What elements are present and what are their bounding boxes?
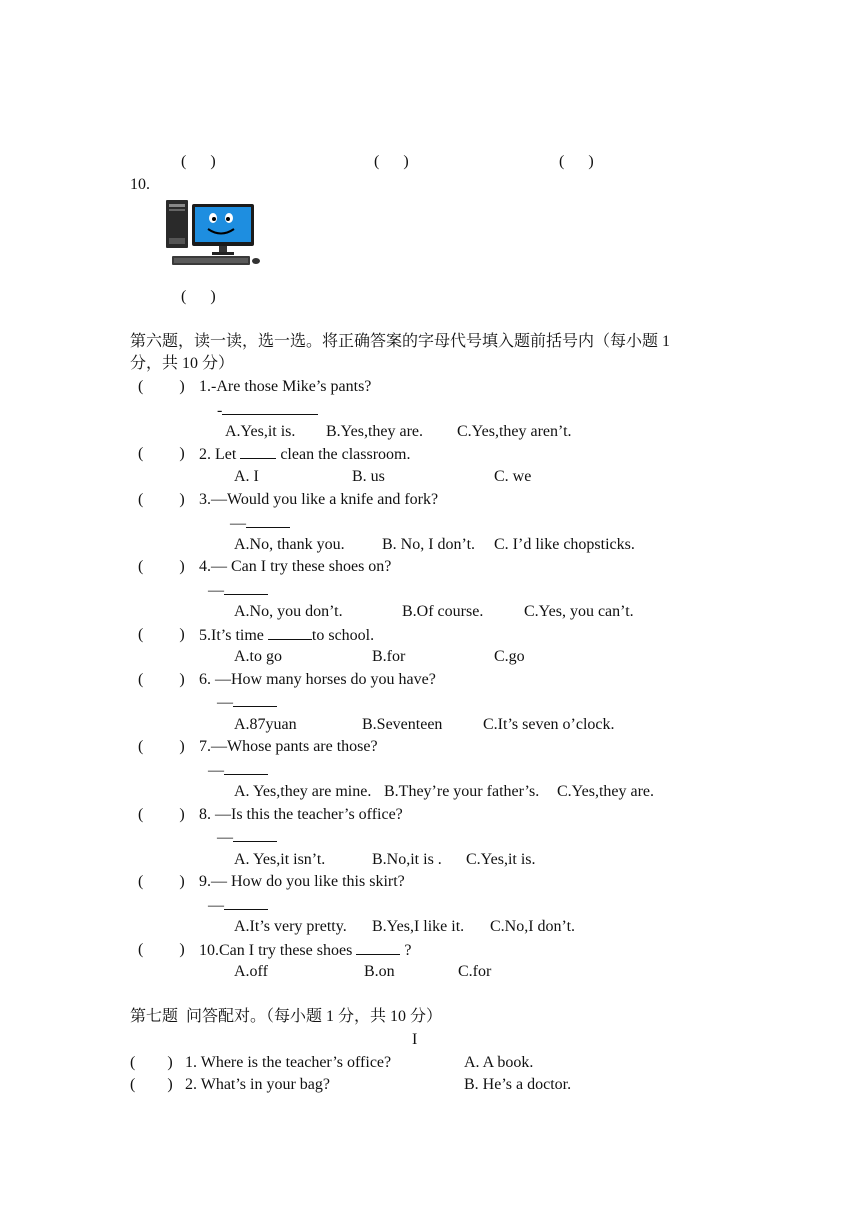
- answer-paren-1[interactable]: ( ): [181, 153, 216, 170]
- answer-paren-2[interactable]: ( ): [374, 153, 409, 170]
- q1-answer-paren[interactable]: ( ): [138, 378, 185, 395]
- q5-option-a: A.to go: [234, 648, 282, 665]
- q6-answer-paren[interactable]: ( ): [138, 671, 185, 688]
- q5-text-after: to school.: [311, 627, 375, 644]
- q10-answer-paren[interactable]: ( ): [181, 288, 216, 305]
- q1-text: 1.-Are those Mike’s pants?: [199, 378, 372, 395]
- match2-answer: B. He’s a doctor.: [464, 1076, 572, 1093]
- q9-option-a: A.It’s very pretty.: [234, 918, 347, 935]
- q8-option-c: C.Yes,it is.: [466, 851, 536, 868]
- q2-option-b: B. us: [352, 468, 385, 485]
- q7-text: 7.—Whose pants are those?: [199, 738, 378, 755]
- q10-text-before: 10.Can I try these shoes: [199, 942, 357, 959]
- q7-blank[interactable]: [224, 760, 268, 775]
- q2-text: [199, 444, 411, 465]
- q5-option-b: B.for: [372, 648, 406, 665]
- q5-text-before: 5.It’s time: [199, 627, 268, 644]
- q9-text: 9.— How do you like this skirt?: [199, 873, 405, 890]
- q10-option-a: A.off: [234, 963, 268, 980]
- match1-answer: A. A book.: [464, 1054, 534, 1071]
- q7-answer-prefix: —: [208, 762, 224, 779]
- q7-option-a: A. Yes,they are mine.: [234, 783, 372, 800]
- q3-option-c: C. I’d like chopsticks.: [494, 536, 635, 553]
- q3-blank[interactable]: [246, 513, 290, 528]
- q2-answer-paren[interactable]: ( ): [138, 445, 185, 462]
- q9-blank[interactable]: [224, 895, 268, 910]
- q6-option-a: A.87yuan: [234, 716, 297, 733]
- q3-option-b: B. No, I don’t.: [382, 536, 476, 553]
- q3-answer-paren[interactable]: ( ): [138, 491, 185, 508]
- q1-answer-prefix: -: [217, 402, 223, 419]
- section7-heading: 第七题 问答配对。（每小题 1 分，共 10 分）: [130, 1008, 443, 1025]
- q2-option-a: A. I: [234, 468, 259, 485]
- q8-option-a: A. Yes,it isn’t.: [234, 851, 326, 868]
- q2-text-before: 2. Let: [199, 446, 241, 463]
- q4-option-b: B.Of course.: [402, 603, 484, 620]
- q5-blank[interactable]: [268, 625, 312, 640]
- q8-blank[interactable]: [233, 827, 277, 842]
- q6-text: 6. —How many horses do you have?: [199, 671, 436, 688]
- q9-answer-line: [208, 895, 268, 916]
- q2-text-after: clean the classroom.: [276, 446, 411, 463]
- q3-answer-prefix: —: [230, 515, 246, 532]
- q7-answer-paren[interactable]: ( ): [138, 738, 185, 755]
- column-marker: I: [412, 1031, 418, 1048]
- q5-answer-paren[interactable]: ( ): [138, 626, 185, 643]
- q7-option-c: C.Yes,they are.: [557, 783, 655, 800]
- q8-option-b: B.No,it is .: [372, 851, 442, 868]
- q10-text-after: ?: [400, 942, 412, 959]
- answer-paren-3[interactable]: ( ): [559, 153, 594, 170]
- q5-option-c: C.go: [494, 648, 525, 665]
- q8-answer-paren[interactable]: ( ): [138, 806, 185, 823]
- q3-option-a: A.No, thank you.: [234, 536, 345, 553]
- q9-answer-prefix: —: [208, 897, 224, 914]
- q4-answer-prefix: —: [208, 582, 224, 599]
- q10-number: 10.: [130, 176, 150, 193]
- match2-question: 2. What’s in your bag?: [185, 1076, 331, 1093]
- section6-heading-line1: 第六题，读一读，选一选。将正确答案的字母代号填入题前括号内（每小题 1: [130, 333, 671, 350]
- q1-option-c: C.Yes,they aren’t.: [457, 423, 572, 440]
- q2-blank[interactable]: [240, 444, 276, 459]
- q10-answer-paren-s6[interactable]: ( ): [138, 941, 185, 958]
- q3-answer-line: [230, 513, 290, 534]
- q5-text: [199, 625, 374, 646]
- q6-option-c: C.It’s seven o’clock.: [483, 716, 615, 733]
- q8-text: 8. —Is this the teacher’s office?: [199, 806, 403, 823]
- q8-answer-prefix: —: [217, 829, 233, 846]
- computer-image: [162, 196, 262, 274]
- q10-option-b: B.on: [364, 963, 395, 980]
- q4-text: 4.— Can I try these shoes on?: [199, 558, 392, 575]
- q1-option-a: A.Yes,it is.: [225, 423, 296, 440]
- q9-option-b: B.Yes,I like it.: [372, 918, 465, 935]
- q6-answer-line: [217, 692, 277, 713]
- q2-option-c: C. we: [494, 468, 532, 485]
- q7-option-b: B.They’re your father’s.: [384, 783, 540, 800]
- q4-answer-line: [208, 580, 268, 601]
- q4-option-c: C.Yes, you can’t.: [524, 603, 634, 620]
- q9-answer-paren[interactable]: ( ): [138, 873, 185, 890]
- q1-option-b: B.Yes,they are.: [326, 423, 424, 440]
- match2-answer-paren[interactable]: ( ): [130, 1076, 173, 1093]
- q10-blank[interactable]: [356, 940, 400, 955]
- q4-answer-paren[interactable]: ( ): [138, 558, 185, 575]
- q8-answer-line: [217, 827, 277, 848]
- q1-blank[interactable]: [222, 400, 318, 415]
- match1-answer-paren[interactable]: ( ): [130, 1054, 173, 1071]
- q6-blank[interactable]: [233, 692, 277, 707]
- q6-answer-prefix: —: [217, 694, 233, 711]
- q3-text: 3.—Would you like a knife and fork?: [199, 491, 439, 508]
- q4-blank[interactable]: [224, 580, 268, 595]
- q1-answer-line: [217, 400, 318, 421]
- section6-heading-line2: 分，共 10 分）: [130, 355, 235, 372]
- match1-question: 1. Where is the teacher’s office?: [185, 1054, 392, 1071]
- q4-option-a: A.No, you don’t.: [234, 603, 343, 620]
- q7-answer-line: [208, 760, 268, 781]
- q10-option-c: C.for: [458, 963, 492, 980]
- q9-option-c: C.No,I don’t.: [490, 918, 576, 935]
- q6-option-b: B.Seventeen: [362, 716, 443, 733]
- q10-text: [199, 940, 411, 961]
